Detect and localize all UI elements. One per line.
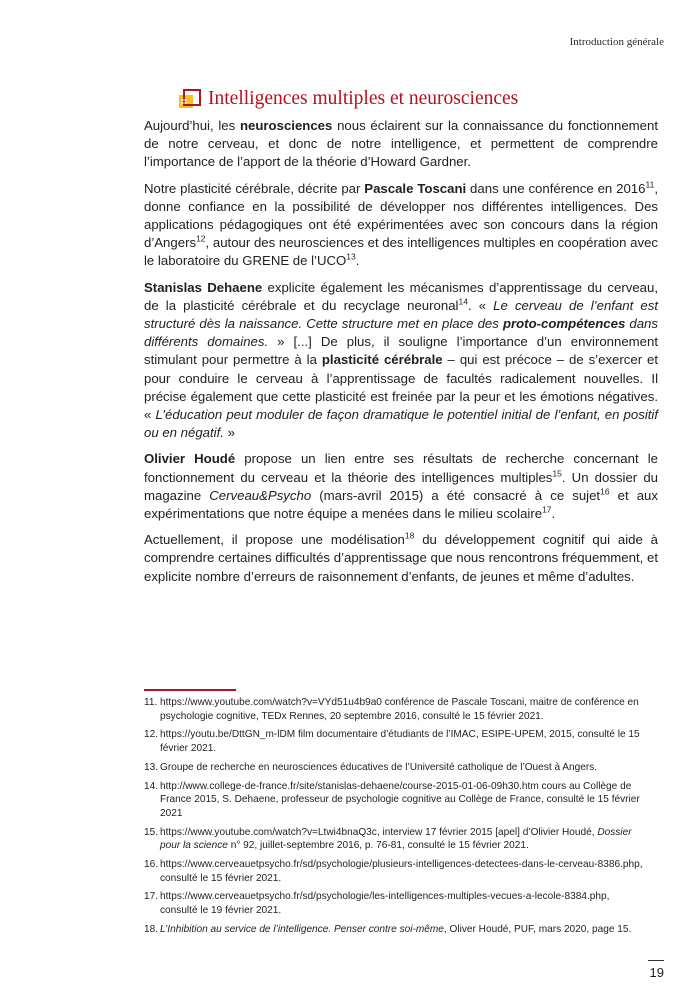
footnote-ref: 14: [458, 296, 468, 307]
footnote-text: [160, 728, 644, 755]
footnote-item: [144, 696, 644, 723]
text-run: n° 92, juillet-septembre 2016, p. 76-81, consulté le 15 février 2021.: [227, 840, 529, 852]
paragraph: [144, 531, 658, 586]
footnote-item: [144, 826, 644, 853]
footnote-item: [144, 761, 644, 775]
text-run: https://www.youtube.com/watch?v=VYd51u4b9a0 conférence de Pascale Toscani, maitre de conférence en psychologie cognitive, TEDx Rennes, 20 septembre 2016, consulté le 15 février 2021.: [160, 697, 639, 722]
page-number: 19: [648, 960, 664, 980]
footnote-number: 16.: [144, 859, 159, 871]
text-run: Groupe de recherche en neurosciences éducatives de l’Université catholique de l’Ouest à Angers.: [160, 761, 598, 773]
footnote-text: [160, 923, 644, 937]
text-run: propose un lien entre ses résultats de recherche concernant le fonctionnement du cerveau et la théorie des intelligences multiples: [144, 451, 658, 485]
footnote-text: [160, 826, 644, 853]
text-run: » [...] De plus, il souligne l’importance d’un environnement stimulant pour permettre à la: [144, 334, 658, 368]
text-run: nous éclairent sur la connaissance du fonctionnement de notre cerveau, et donc de notre intelligence, et permettent de comprendre l’importance de l’apport de la théorie d’Howard Gardner.: [144, 118, 658, 170]
italic-text: dans différents domaines.: [144, 316, 658, 350]
text-run: , autour des neurosciences et des intelligences multiples en coopération avec le laboratoire du GRENE de l’UCO: [144, 235, 658, 269]
footnote-item: [144, 858, 644, 885]
text-run: http://www.college-de-france.fr/site/stanislas-dehaene/course-2015-01-06-09h30.htm cours au Collège de France 2015, S. Dehaene, professeur de psychologie cognitive au Collège de France, consulté le 15 février 2021: [160, 780, 640, 819]
footnote-ref: 16: [600, 486, 610, 497]
paragraph: [144, 279, 658, 443]
text-run: Notre plasticité cérébrale, décrite par: [144, 180, 365, 196]
emphasis-text: proto-compétences: [502, 316, 626, 332]
running-head: Introduction générale: [569, 36, 664, 48]
text-run: Actuellement, il propose une modélisation: [144, 532, 405, 548]
section-title: Intelligences multiples et neurosciences: [208, 88, 519, 109]
footnote-text: [160, 890, 644, 917]
footnotes-list: [144, 696, 644, 942]
footnote-ref: 18: [404, 530, 415, 541]
footnote-number: 14.: [144, 780, 159, 792]
footnote-text: [160, 696, 644, 723]
footnote-ref: 11: [645, 179, 655, 190]
footnote-item: [144, 923, 644, 937]
footnote-ref: 13: [346, 252, 356, 263]
footnote-number: 11.: [144, 697, 158, 708]
footnote-text: [160, 858, 644, 885]
text-run: (mars-avril 2015) a été consacré à ce sujet: [311, 487, 601, 503]
text-run: , Oliver Houdé, PUF, mars 2020, page 15.: [443, 923, 632, 935]
text-run: – qui est précoce – de s’exercer et pour conduire le cerveau à l’apprentissage de facultés radicalement nouvelles. Il précise également que cette plasticité est freinée par la peur et les émotions négatives. «: [144, 352, 659, 423]
bold-text: Stanislas Dehaene: [144, 279, 263, 295]
footnote-item: [144, 890, 644, 917]
footnote-ref: 17: [542, 504, 552, 515]
italic-text: L’éducation peut moduler de façon dramatique le potentiel initial de l’enfant, en positif ou en négatif.: [144, 407, 659, 441]
footnote-number: 12.: [144, 729, 159, 741]
body-text: [144, 117, 658, 594]
paragraph: [144, 180, 658, 271]
footnote-number: 13.: [144, 761, 159, 773]
italic-text: Le cerveau de l’enfant est structuré dès la naissance. Cette structure met en place des: [144, 297, 659, 332]
paragraph: [144, 117, 658, 172]
footnote-number: 17.: [144, 891, 159, 903]
text-run: .: [551, 506, 556, 522]
text-run: et aux expérimentations que notre équipe a menées dans le milieu scolaire: [144, 487, 658, 522]
footnote-number: 18.: [144, 923, 159, 935]
footnote-divider: [144, 689, 236, 691]
bold-text: Olivier Houdé: [144, 451, 236, 467]
footnote-ref: 12: [196, 233, 206, 244]
text-run: https://www.youtube.com/watch?v=Ltwi4bnaQ3c, interview 17 février 2015 [apel] d’Olivier Houdé,: [160, 826, 598, 838]
bold-text: plasticité cérébrale: [321, 352, 443, 368]
footnote-ref: 15: [552, 468, 562, 479]
text-run: du développement cognitif qui aide à comprendre certaines difficultés d’apprentissage que nous rencontrons fréquemment, et explicite nombre d’erreurs de raisonnement d’enfants, de jeunes et même d’adultes.: [144, 532, 658, 584]
italic-text: L’Inhibition au service de l’intelligence. Penser contre soi-même: [160, 923, 444, 935]
text-run: https://www.cerveauetpsycho.fr/sd/psychologie/plusieurs-intelligences-detectees-dans-le-cerveau-8386.php, consulté le 15 février 2021.: [160, 859, 643, 884]
footnote-item: [144, 780, 644, 821]
text-run: explicite également les mécanismes d’apprentissage du cerveau, de la plasticité cérébrale et du recyclage neuronal: [144, 279, 658, 313]
text-run: , donne confiance en la possibilité de développer nos différentes intelligences. Des applications pédagogiques ont été expérimentées avec son concours dans la région d’Angers: [144, 180, 658, 251]
bold-text: neurosciences: [239, 118, 333, 133]
section-heading: [178, 88, 518, 110]
text-run: https://www.cerveauetpsycho.fr/sd/psychologie/les-intelligences-multiples-vecues-a-lecole-8384.php, consulté le 19 février 2021.: [160, 891, 610, 917]
text-run: https://youtu.be/DttGN_m-lDM film documentaire d’étudiants de l’IMAC, ESIPE-UPEM, 2015, consulté le 15 février 2021.: [160, 729, 640, 755]
footnote-text: [160, 780, 644, 821]
footnote-number: 15.: [144, 826, 159, 838]
text-run: »: [223, 425, 235, 441]
text-run: dans une conférence en 2016: [466, 180, 646, 196]
bold-text: Pascale Toscani: [364, 180, 467, 196]
text-run: . «: [467, 297, 494, 313]
text-run: Aujourd’hui, les: [144, 118, 240, 133]
italic-text: Dossier pour la science: [160, 826, 632, 852]
paragraph: [144, 450, 658, 523]
footnote-item: [144, 728, 644, 755]
italic-text: Cerveau&Psycho: [209, 487, 312, 503]
book-icon: [178, 88, 202, 110]
footnote-text: [160, 761, 644, 775]
text-run: .: [355, 253, 360, 269]
text-run: . Un dossier du magazine: [144, 469, 658, 503]
